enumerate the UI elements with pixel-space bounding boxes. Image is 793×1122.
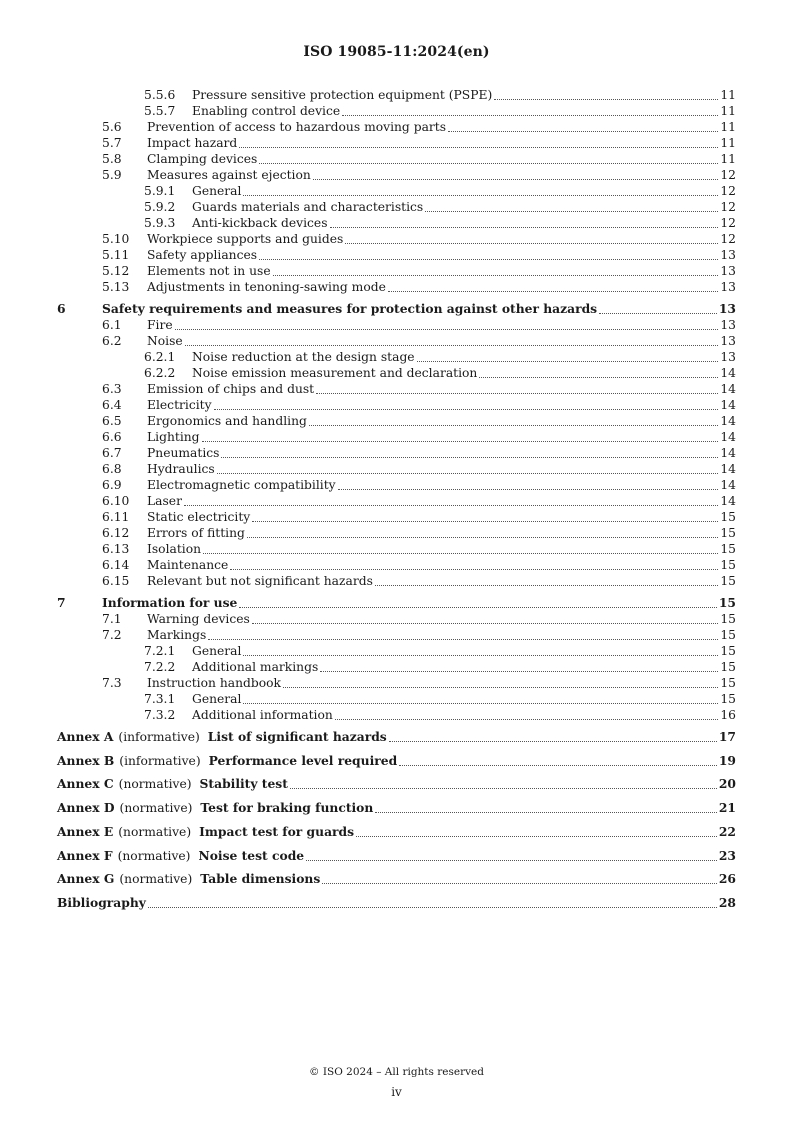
toc-entry-title — [57, 824, 354, 840]
toc-entry-page: 14 — [720, 430, 736, 444]
toc-entry-page: 15 — [720, 612, 736, 626]
toc-entry-title: Adjustments in tenoning-sawing mode — [147, 280, 386, 294]
dot-leader — [448, 119, 718, 132]
dot-leader — [243, 691, 718, 704]
toc-entry[interactable] — [0, 413, 793, 429]
toc-entry-title: Instruction handbook — [147, 676, 281, 690]
toc-entry-number: 6.4 — [102, 398, 122, 412]
dot-leader — [202, 429, 719, 442]
toc-entry-page: 23 — [718, 847, 736, 863]
toc-entry-page: 15 — [720, 628, 736, 642]
toc-entry[interactable] — [0, 871, 793, 887]
toc-entry-title: General — [192, 184, 242, 198]
toc-entry-number: 6.9 — [102, 478, 122, 492]
dot-leader — [259, 151, 718, 164]
toc-entry[interactable] — [0, 691, 793, 707]
toc-entry[interactable] — [0, 247, 793, 263]
dot-leader — [494, 87, 718, 100]
dot-leader — [345, 231, 718, 244]
toc-entry-number: 6.7 — [102, 446, 122, 460]
toc-entry[interactable] — [0, 135, 793, 151]
toc-entry-page: 15 — [720, 558, 736, 572]
toc-entry-number: 6.6 — [102, 430, 122, 444]
toc-entry[interactable] — [0, 397, 793, 413]
toc-entry[interactable] — [0, 215, 793, 231]
toc-entry-page: 15 — [720, 574, 736, 588]
toc-entry-title: Impact hazard — [147, 136, 238, 150]
toc-entry-page: 14 — [720, 494, 736, 508]
dot-leader — [175, 317, 719, 330]
toc-entry[interactable] — [0, 776, 793, 792]
toc-entry-title — [57, 753, 397, 769]
toc-entry-number: 5.8 — [102, 152, 122, 166]
toc-entry-title: Pressure sensitive protection equipment (PSPE) — [192, 88, 493, 102]
toc-entry[interactable] — [0, 317, 793, 333]
toc-entry-page: 12 — [720, 216, 736, 230]
toc-entry-number: 6.13 — [102, 542, 130, 556]
toc-entry-title: General — [192, 692, 242, 706]
toc-entry-title: Static electricity — [147, 510, 251, 524]
dot-leader — [375, 800, 717, 813]
dot-leader — [184, 493, 718, 506]
toc-entry[interactable] — [0, 541, 793, 557]
dot-leader — [148, 895, 717, 908]
dot-leader — [388, 279, 718, 292]
toc-entry-number: 5.11 — [102, 248, 130, 262]
dot-leader — [316, 381, 718, 394]
dot-leader — [221, 445, 718, 458]
toc-entry-number: 6 — [57, 301, 66, 316]
dot-leader — [243, 643, 718, 656]
toc-entry-number: 7.2.1 — [144, 644, 176, 658]
toc-entry-page: 15 — [720, 692, 736, 706]
toc-entry-title: Errors of fitting — [147, 526, 245, 540]
toc-entry-page: 14 — [720, 382, 736, 396]
toc-entry-page: 15 — [720, 676, 736, 690]
toc-entry-number: 6.5 — [102, 414, 122, 428]
toc-entry[interactable] — [0, 595, 793, 611]
toc-entry-page: 11 — [720, 88, 736, 102]
toc-entry-page: 26 — [718, 871, 736, 887]
dot-leader — [417, 349, 719, 362]
toc-entry-number: 6.2.2 — [144, 366, 176, 380]
annex-title: Impact test for guards — [199, 823, 355, 839]
dot-leader — [399, 753, 717, 766]
dot-leader — [335, 707, 719, 720]
toc-entry[interactable] — [0, 477, 793, 493]
toc-entry-number: 6.2 — [102, 334, 122, 348]
toc-entry[interactable] — [0, 753, 793, 769]
toc-entry-title: Warning devices — [147, 612, 250, 626]
toc-entry-page: 13 — [720, 318, 736, 332]
annex-title: Performance level required — [208, 752, 398, 768]
dot-leader — [375, 573, 718, 586]
toc-entry-number: 6.10 — [102, 494, 130, 508]
toc-entry[interactable] — [0, 461, 793, 477]
toc-entry[interactable] — [0, 365, 793, 381]
toc-entry-number: 5.9.1 — [144, 184, 176, 198]
toc-entry-number: 5.9 — [102, 168, 122, 182]
toc-entry-number: 7.1 — [102, 612, 122, 626]
toc-entry[interactable] — [0, 493, 793, 509]
toc-entry-page: 12 — [720, 184, 736, 198]
toc-entry-number: 6.15 — [102, 574, 130, 588]
toc-entry-title — [57, 776, 288, 792]
toc-entry-number: 7 — [57, 595, 66, 610]
toc-entry[interactable] — [0, 119, 793, 135]
toc-entry-number: 6.3 — [102, 382, 122, 396]
toc-entry-page: 11 — [720, 136, 736, 150]
toc-entry-page: 19 — [718, 752, 736, 768]
toc-entry-title: Hydraulics — [147, 462, 215, 476]
toc-entry[interactable] — [0, 824, 793, 840]
toc-entry-title: Information for use — [102, 595, 238, 610]
toc-entry-page: 13 — [720, 248, 736, 262]
toc-entry[interactable] — [0, 573, 793, 589]
annex-label: Annex F — [57, 847, 113, 863]
toc-entry-number: 7.3 — [102, 676, 122, 690]
toc-entry-page: 13 — [720, 350, 736, 364]
toc-entry-page: 14 — [720, 414, 736, 428]
toc-entry-title: Guards materials and characteristics — [192, 200, 424, 214]
toc-entry-number: 5.13 — [102, 280, 130, 294]
dot-leader — [330, 215, 719, 228]
annex-kind: (normative) — [119, 801, 193, 816]
annex-title: Noise test code — [198, 847, 305, 863]
toc-entry-title: Noise reduction at the design stage — [192, 350, 415, 364]
toc-entry-page: 14 — [720, 462, 736, 476]
toc-entry-page: 12 — [720, 200, 736, 214]
toc-entry-title: Noise emission measurement and declaration — [192, 366, 478, 380]
toc-entry-title: Isolation — [147, 542, 202, 556]
toc-entry-title: Clamping devices — [147, 152, 258, 166]
toc-entry-page: 12 — [720, 232, 736, 246]
dot-leader — [342, 103, 718, 116]
toc-entry-number: 5.5.7 — [144, 104, 176, 118]
toc-entry[interactable] — [0, 659, 793, 675]
toc-entry-title: Noise — [147, 334, 183, 348]
annex-kind: (normative) — [118, 824, 192, 839]
toc-entry-number: 5.9.3 — [144, 216, 176, 230]
toc-entry-number: 5.5.6 — [144, 88, 176, 102]
toc-entry-page: 13 — [720, 280, 736, 294]
dot-leader — [425, 199, 718, 212]
toc-entry-number: 7.3.2 — [144, 708, 176, 722]
toc-entry[interactable] — [0, 279, 793, 295]
dot-leader — [230, 557, 718, 570]
toc-entry[interactable] — [0, 199, 793, 215]
toc-entry-title: Fire — [147, 318, 173, 332]
toc-entry-number: 5.7 — [102, 136, 122, 150]
toc-entry-title: Bibliography — [57, 894, 146, 910]
toc-entry-page: 15 — [720, 542, 736, 556]
toc-entry-page: 15 — [720, 510, 736, 524]
toc-entry-page: 28 — [718, 894, 736, 910]
toc-entry-page: 21 — [718, 800, 736, 816]
toc-entry-title: Safety appliances — [147, 248, 258, 262]
toc-entry[interactable] — [0, 509, 793, 525]
toc-entry-page: 16 — [720, 708, 736, 722]
toc-entry-title: Measures against ejection — [147, 168, 311, 182]
toc-entry-number: 7.3.1 — [144, 692, 176, 706]
toc-entry-title: Markings — [147, 628, 207, 642]
toc-entry-title: Relevant but not significant hazards — [147, 574, 373, 588]
toc-entry[interactable] — [0, 707, 793, 723]
toc-entry-page: 13 — [720, 334, 736, 348]
annex-kind: (informative) — [118, 730, 200, 744]
toc-entry-number: 7.2 — [102, 628, 122, 642]
toc-entry-page: 15 — [720, 644, 736, 658]
dot-leader — [208, 627, 718, 640]
toc-entry-title — [57, 800, 373, 816]
dot-leader — [217, 461, 719, 474]
dot-leader — [320, 659, 718, 672]
dot-leader — [185, 333, 719, 346]
toc-entry-page: 20 — [718, 776, 736, 792]
toc-entry-number: 6.11 — [102, 510, 130, 524]
document-header: ISO 19085-11:2024(en) — [303, 44, 490, 60]
toc-entry[interactable] — [0, 349, 793, 365]
annex-kind: (informative) — [119, 753, 201, 768]
toc-entry-title: Lighting — [147, 430, 200, 444]
toc-entry[interactable] — [0, 675, 793, 691]
toc-entry[interactable] — [0, 263, 793, 279]
annex-title: Stability test — [199, 776, 288, 792]
toc-entry-number: 6.1 — [102, 318, 122, 332]
toc-entry-title: Elements not in use — [147, 264, 271, 278]
dot-leader — [247, 525, 718, 538]
dot-leader — [389, 729, 717, 742]
toc-entry-title — [57, 729, 387, 745]
toc-entry-page: 15 — [720, 526, 736, 540]
toc-entry-page: 11 — [720, 120, 736, 134]
toc-entry-number: 5.9.2 — [144, 200, 176, 214]
dot-leader — [313, 167, 719, 180]
toc-entry[interactable] — [0, 445, 793, 461]
annex-label: Annex C — [57, 776, 114, 792]
dot-leader — [214, 397, 719, 410]
toc-entry-number: 7.2.2 — [144, 660, 176, 674]
toc-entry-title: General — [192, 644, 242, 658]
toc-entry-title: Safety requirements and measures for protection against other hazards — [102, 301, 598, 316]
annex-kind: (normative) — [119, 872, 193, 887]
dot-leader — [599, 301, 717, 314]
toc-entry[interactable] — [0, 183, 793, 199]
dot-leader — [203, 541, 718, 554]
toc-entry-title: Additional markings — [192, 660, 319, 674]
toc-entry[interactable] — [0, 525, 793, 541]
toc-entry-title: Electricity — [147, 398, 212, 412]
toc-entry-title: Additional information — [192, 708, 333, 722]
dot-leader — [239, 135, 718, 148]
toc-entry[interactable] — [0, 611, 793, 627]
toc-entry-page: 15 — [718, 595, 736, 610]
toc-entry-title: Workpiece supports and guides — [147, 232, 344, 246]
toc-entry-title: Pneumatics — [147, 446, 220, 460]
toc-entry-page: 12 — [720, 168, 736, 182]
dot-leader — [338, 477, 719, 490]
dot-leader — [252, 611, 719, 624]
annex-label: Annex B — [57, 752, 115, 768]
toc-entry-title: Ergonomics and handling — [147, 414, 307, 428]
toc-entry-title: Electromagnetic compatibility — [147, 478, 336, 492]
toc-entry-page: 17 — [718, 729, 736, 744]
toc-entry-title — [57, 848, 304, 864]
toc-entry-number: 6.14 — [102, 558, 130, 572]
toc-entry[interactable] — [0, 557, 793, 573]
toc-entry-page: 14 — [720, 478, 736, 492]
dot-leader — [243, 183, 718, 196]
copyright-notice: © ISO 2024 – All rights reserved — [309, 1066, 484, 1078]
annex-label: Annex G — [57, 871, 115, 887]
annex-kind: (normative) — [117, 848, 191, 863]
annex-label: Annex D — [57, 800, 115, 816]
dot-leader — [239, 595, 717, 608]
toc-entry-title: Enabling control device — [192, 104, 341, 118]
toc-entry[interactable] — [0, 429, 793, 445]
toc-entry-page: 15 — [720, 660, 736, 674]
toc-entry[interactable] — [0, 87, 793, 103]
dot-leader — [273, 263, 719, 276]
dot-leader — [309, 413, 718, 426]
annex-label: Annex A — [57, 729, 114, 744]
annex-title: Test for braking function — [200, 800, 374, 816]
dot-leader — [306, 848, 717, 861]
toc-entry-page: 13 — [718, 301, 736, 316]
toc-entry[interactable] — [0, 333, 793, 349]
toc-entry-page: 14 — [720, 398, 736, 412]
toc-entry[interactable] — [0, 643, 793, 659]
dot-leader — [252, 509, 718, 522]
toc-entry-page: 11 — [720, 104, 736, 118]
toc-entry-page: 14 — [720, 446, 736, 460]
annex-title: List of significant hazards — [207, 729, 387, 744]
toc-entry-title: Laser — [147, 494, 182, 508]
toc-entry-number: 6.8 — [102, 462, 122, 476]
dot-leader — [283, 675, 718, 688]
dot-leader — [479, 365, 718, 378]
dot-leader — [259, 247, 718, 260]
toc-entry-number: 6.12 — [102, 526, 130, 540]
toc-entry[interactable] — [0, 381, 793, 397]
toc-entry-title: Anti-kickback devices — [192, 216, 328, 230]
dot-leader — [322, 871, 717, 884]
toc-entry[interactable] — [0, 627, 793, 643]
dot-leader — [356, 824, 717, 837]
toc-entry-page: 14 — [720, 366, 736, 380]
annex-title: Table dimensions — [200, 871, 321, 887]
toc-entry-number: 5.6 — [102, 120, 122, 134]
toc-entry[interactable] — [0, 103, 793, 119]
toc-entry[interactable] — [0, 167, 793, 183]
annex-kind: (normative) — [118, 777, 192, 792]
toc-entry-number: 5.12 — [102, 264, 130, 278]
toc-entry-title: Prevention of access to hazardous moving parts — [147, 120, 447, 134]
toc-entry-page: 13 — [720, 264, 736, 278]
toc-entry-number: 6.2.1 — [144, 350, 176, 364]
toc-entry[interactable] — [0, 848, 793, 864]
toc-entry-title: Maintenance — [147, 558, 229, 572]
page-number: iv — [391, 1085, 402, 1099]
toc-entry-title: Emission of chips and dust — [147, 382, 315, 396]
annex-label: Annex E — [57, 823, 114, 839]
dot-leader — [290, 776, 717, 789]
toc-entry-number: 5.10 — [102, 232, 130, 246]
toc-entry-page: 22 — [718, 823, 736, 839]
toc-entry[interactable] — [0, 231, 793, 247]
toc-entry-title — [57, 871, 320, 887]
toc-entry[interactable] — [0, 729, 793, 745]
toc-entry-page: 11 — [720, 152, 736, 166]
toc-entry[interactable] — [0, 895, 793, 911]
toc-entry[interactable] — [0, 151, 793, 167]
toc-entry[interactable] — [0, 800, 793, 816]
toc-entry[interactable] — [0, 301, 793, 317]
